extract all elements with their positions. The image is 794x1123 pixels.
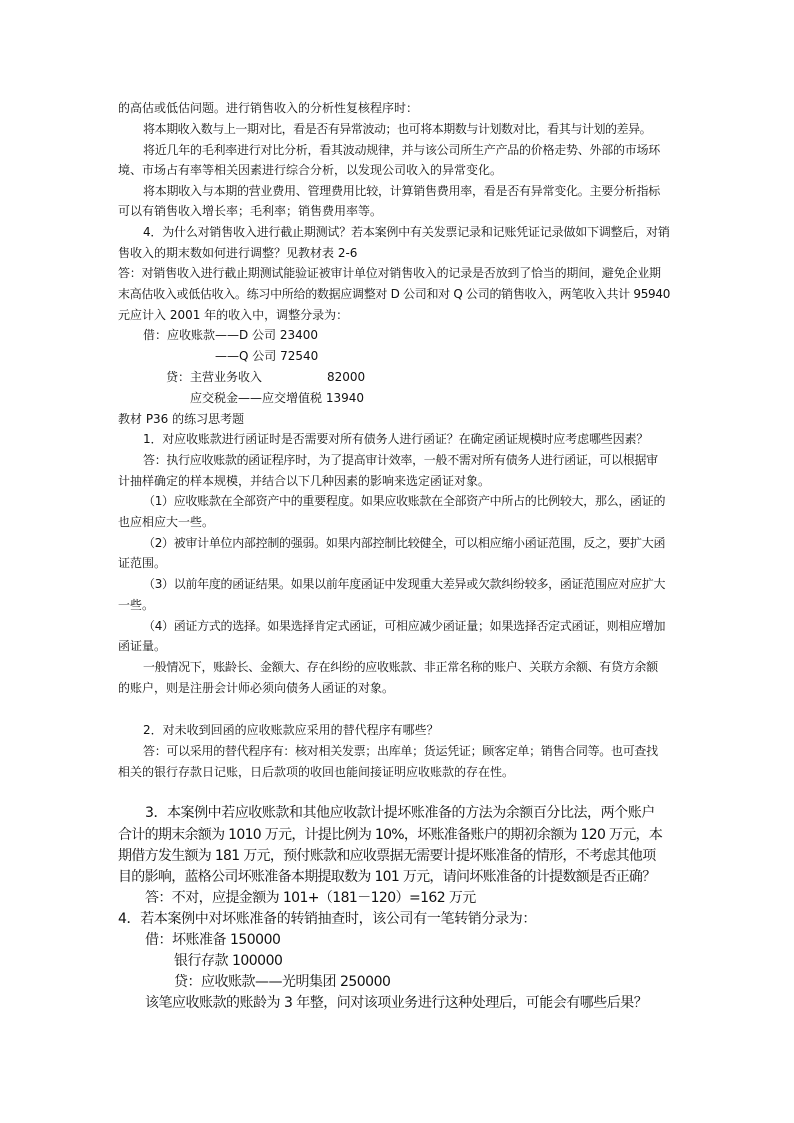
text-line: 一些。 <box>118 598 155 612</box>
question-2-line: 2．对未收到回函的应收账款应采用的替代程序有哪些？ <box>143 723 439 737</box>
text-line: 计抽样确定的样本规模，并结合以下几种因素的影响来选定函证对象。 <box>118 474 491 488</box>
question-3-line: 3．本案例中若应收账款和其他应收款计提坏账准备的方法为余额百分比法，两个账户 <box>145 805 655 821</box>
text-line: 将本期收入与本期的营业费用、管理费用比较，计算销售费用率，看是否有异常变化。主要分析指标 <box>143 184 661 198</box>
text-line: （2）被审计单位内部控制的强弱。如果内部控制比较健全，可以相应缩小函证范围，反之，要扩大函 <box>143 536 666 550</box>
journal-entry-line: 银行存款 100000 <box>174 953 283 969</box>
text-line: 函证量。 <box>118 639 167 653</box>
answer-line: 答：不对，应提金额为 101+（181－120）=162 万元 <box>145 890 476 906</box>
text-line: 合计的期末余额为 1010 万元，计提比例为 10%，坏账准备账户的期初余额为 120 万元，本 <box>118 827 663 843</box>
text-line: 证范围。 <box>118 556 167 570</box>
question-1-line: 1．对应收账款进行函证时是否需要对所有债务人进行函证？在确定函证规模时应考虑哪些因素？ <box>143 432 649 446</box>
question-4b-line: 4．若本案例中对坏账准备的转销抽查时，该公司有一笔转销分录为： <box>118 911 537 927</box>
answer-line: 答：对销售收入进行截止期测试能验证被审计单位对销售收入的记录是否放到了恰当的期间，避免企业期 <box>118 266 661 280</box>
text-line: 的账户，则是注册会计师必须向债务人函证的对象。 <box>118 681 395 695</box>
text-line: （3）以前年度的函证结果。如果以前年度函证中发现重大差异或欠款纠纷较多，函证范围应对应扩大 <box>143 577 666 591</box>
text-line: （4）函证方式的选择。如果选择肯定式函证，可相应减少函证量；如果选择否定式函证，则相应增加 <box>143 619 666 633</box>
section-heading: 教材 P36 的练习思考题 <box>118 412 245 426</box>
journal-entry-line: 贷：主营业务收入 <box>166 370 263 384</box>
text-line: 可以有销售收入增长率；毛利率；销售费用率等。 <box>118 204 383 218</box>
answer-line: 答：执行应收账款的函证程序时，为了提高审计效率，一般不需对所有债务人进行函证，可以根据审 <box>143 453 658 467</box>
text-line: 也应相应大一些。 <box>118 515 215 529</box>
text-line: 境、市场占有率等相关因素进行综合分析，以发现公司收入的异常变化。 <box>118 163 503 177</box>
journal-entry-line: 贷：应收账款——光明集团 250000 <box>174 974 391 990</box>
journal-entry-line: ——Q 公司 72540 <box>215 349 319 363</box>
text-line: 该笔应收账款的账龄为 3 年整，问对该项业务进行这种处理后，可能会有哪些后果？ <box>145 995 648 1011</box>
text-line: 的高估或低估问题。进行销售收入的分析性复核程序时： <box>118 101 419 115</box>
text-line: 期借方发生额为 181 万元，预付账款和应收票据无需要计提坏账准备的情形，不考虑其他项 <box>118 848 656 864</box>
text-line: 将近几年的毛利率进行对比分析，看其波动规律，并与该公司所生产产品的价格走势、外部的市场环 <box>143 143 661 157</box>
text-line: 目的影响，蓝格公司坏账准备本期提取数为 101 万元，请问坏账准备的计提数额是否正确？ <box>118 869 656 885</box>
text-line: 末高估收入或低估收入。练习中所给的数据应调整对 D 公司和对 Q 公司的销售收入，两笔收入共计 95940 <box>118 287 671 301</box>
answer-line: 答：可以采用的替代程序有：核对相关发票；出库单；货运凭证；顾客定单；销售合同等。也可查找 <box>143 744 658 758</box>
journal-entry-line: 应交税金——应交增值税 13940 <box>190 391 364 405</box>
text-line: （1）应收账款在全部资产中的重要程度。如果应收账款在全部资产中所占的比例较大，那么，函证的 <box>143 494 666 508</box>
text-line: 元应计入 2001 年的收入中，调整分录为： <box>118 308 349 322</box>
journal-entry-line: 借：应收账款——D 公司 23400 <box>143 328 319 342</box>
journal-amount: 82000 <box>327 370 366 384</box>
journal-entry-line: 借：坏账准备 150000 <box>145 932 281 948</box>
question-4-line: 4．为什么对销售收入进行截止期测试？若本案例中有关发票记录和记账凭证记录做如下调整后，对销 <box>143 225 670 239</box>
text-line: 一般情况下，账龄长、金额大、存在纠纷的应收账款、非正常名称的账户、关联方余额、有贷方余额 <box>143 660 658 674</box>
text-line: 售收入的期末数如何进行调整？见教材表 2-6 <box>118 246 358 260</box>
text-line: 将本期收入数与上一期对比，看是否有异常波动；也可将本期数与计划数对比，看其与计划的差异。 <box>143 122 652 136</box>
text-line: 相关的银行存款日记账，日后款项的收回也能间接证明应收账款的存在性。 <box>118 765 515 779</box>
